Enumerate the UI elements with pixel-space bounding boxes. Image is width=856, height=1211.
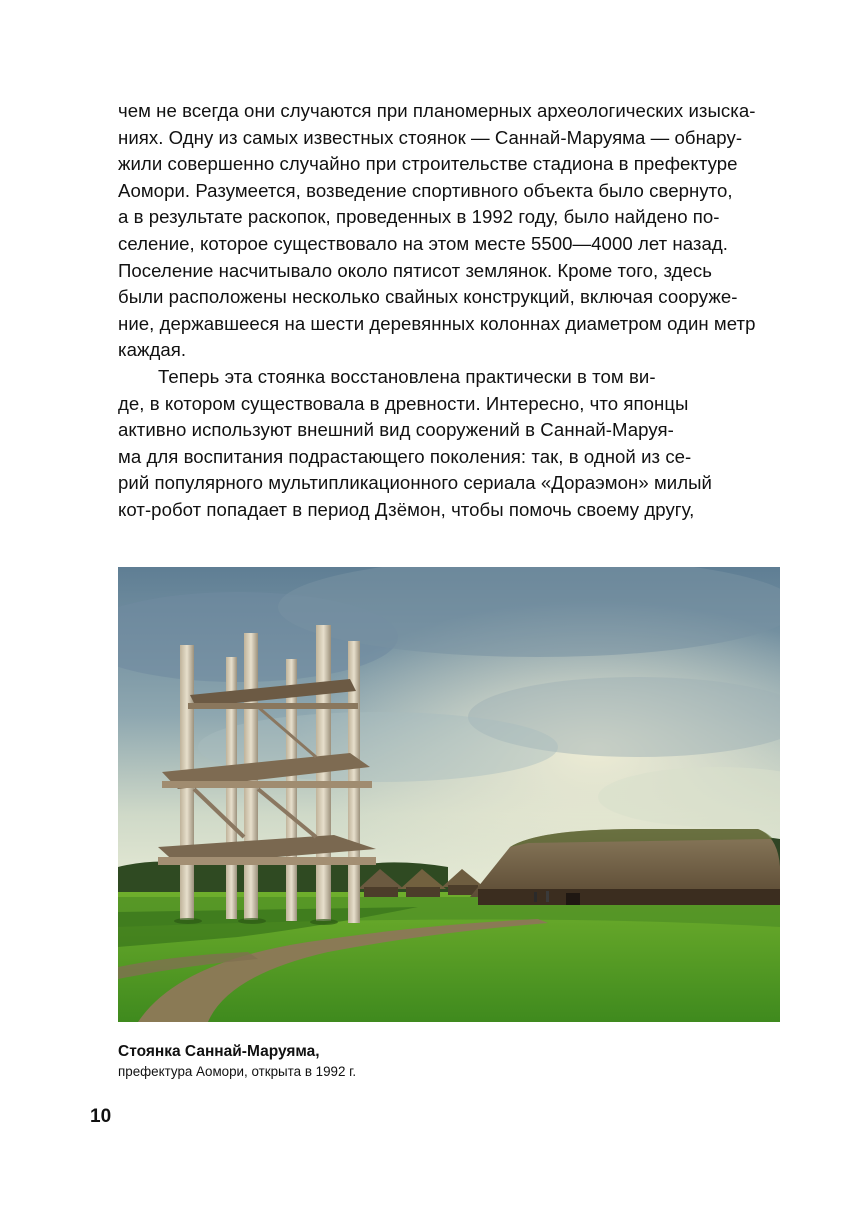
text-line: селение, которое существовало на этом месте 5500—4000 лет назад. bbox=[118, 232, 728, 254]
text-line: чем не всегда они случаются при планомерных археологических изыска- bbox=[118, 100, 756, 121]
text-line: рий популярного мультипликационного сериала «Дораэмон» милый bbox=[118, 472, 712, 494]
text-line: были расположены несколько свайных конструкций, включая сооруже- bbox=[118, 286, 738, 308]
site-photo-illustration bbox=[118, 567, 780, 1022]
paragraph-1 bbox=[118, 98, 788, 364]
text-line: де, в котором существовала в древности. Интересно, что японцы bbox=[118, 392, 689, 414]
text-line: активно используют внешний вид сооружений в Саннай-Маруя- bbox=[118, 419, 674, 441]
text-line: ма для воспитания подрастающего поколения: так, в одной из се- bbox=[118, 445, 692, 467]
small-huts bbox=[358, 869, 484, 897]
text-line: каждая. bbox=[118, 339, 187, 361]
body-text bbox=[118, 98, 788, 524]
photo-caption bbox=[118, 1042, 356, 1082]
site-photo bbox=[118, 567, 780, 1022]
caption-subtitle: префектура Аомори, открыта в 1992 г. bbox=[118, 1064, 357, 1079]
text-line: кот-робот попадает в период Дзёмон, чтобы помочь своему другу, bbox=[118, 498, 695, 520]
text-line: Теперь эта стоянка восстановлена практически в том ви- bbox=[158, 365, 656, 387]
text-line: Поселение насчитывало около пятисот землянок. Кроме того, здесь bbox=[118, 259, 713, 281]
text-line: ниях. Одну из самых известных стоянок — Саннай-Маруяма — обнару- bbox=[118, 126, 743, 148]
text-line: жили совершенно случайно при строительстве стадиона в префектуре bbox=[118, 153, 738, 175]
page-number: 10 bbox=[90, 1106, 112, 1127]
text-line: а в результате раскопок, проведенных в 1992 году, было найдено по- bbox=[118, 206, 720, 228]
text-line: Аомори. Разумеется, возведение спортивного объекта было свернуто, bbox=[118, 179, 733, 201]
caption-title: Стоянка Саннай-Маруяма, bbox=[118, 1043, 320, 1060]
paragraph-2 bbox=[118, 364, 788, 524]
text-line: ние, державшееся на шести деревянных колоннах диаметром один метр bbox=[118, 312, 756, 334]
